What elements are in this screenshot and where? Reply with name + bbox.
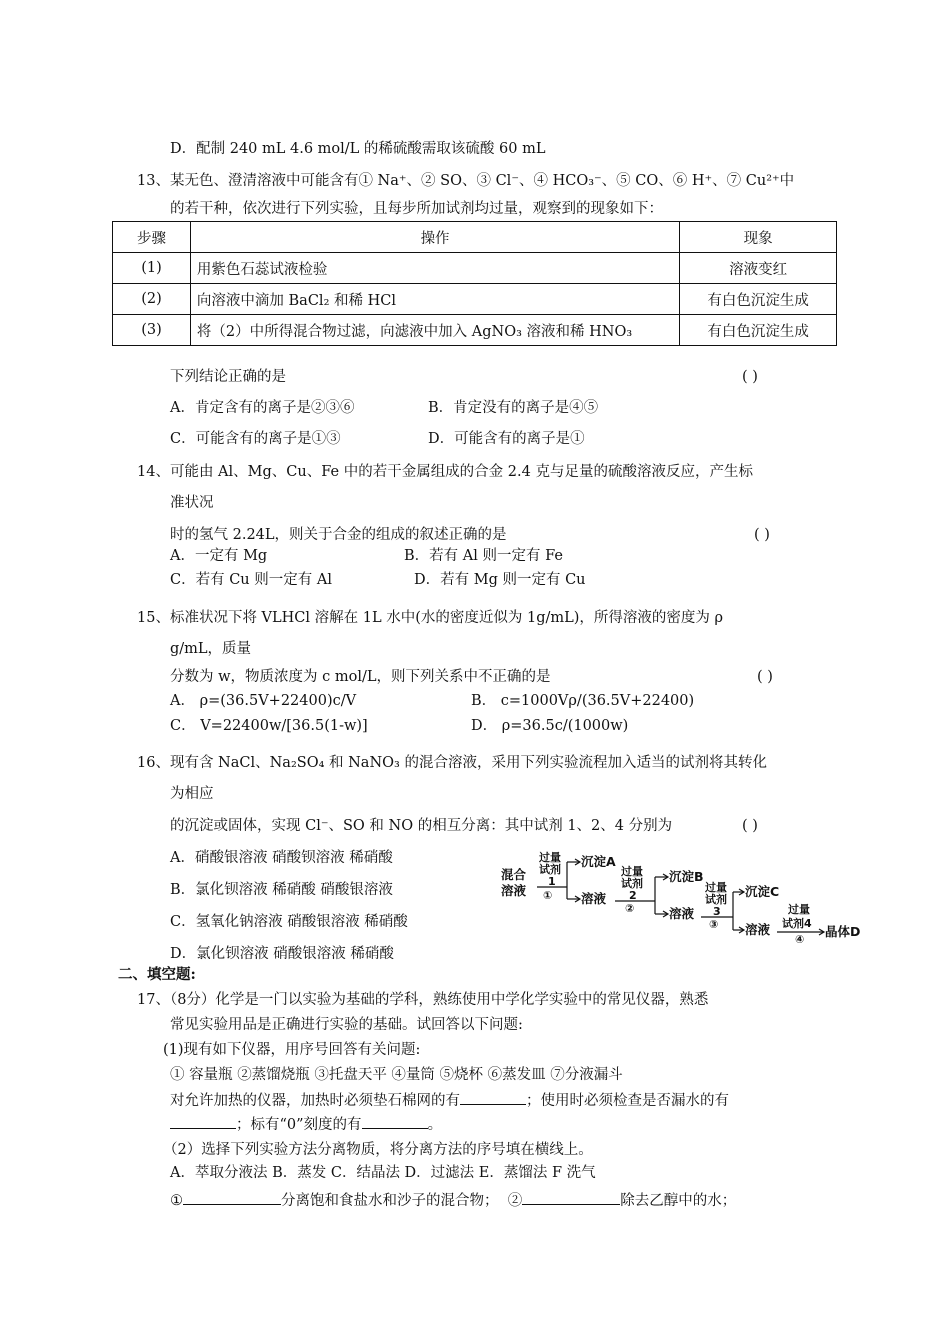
- q17-stem-line2: 常见实验用品是正确进行实验的基础。试回答以下问题:: [170, 1017, 523, 1033]
- q17-part1: (1)现有如下仪器，用序号回答有关问题:: [163, 1042, 421, 1058]
- q16-stem-line1: 16、现有含 NaCl、Na₂SO₄ 和 NaNO₃ 的混合溶液，采用下列实验流程加入适当的试剂将其转化: [137, 755, 767, 771]
- flow-r3b: 试剂: [705, 893, 727, 906]
- q13-answer-paren[interactable]: ( ): [742, 369, 758, 385]
- q13-stem-line2: 的若干种，依次进行下列实验，且每步所加试剂均过量，观察到的现象如下：: [170, 201, 663, 217]
- row-operation: 用紫色石蕊试液检验: [190, 253, 679, 284]
- blank-leak-check[interactable]: [170, 1114, 236, 1129]
- q16-option-a[interactable]: A．硝酸银溶液 硝酸钡溶液 稀硝酸: [170, 850, 393, 866]
- q12-option-d: D．配制 240 mL 4.6 mol/L 的稀硫酸需取该硫酸 60 mL: [170, 141, 546, 157]
- blank-zero-mark[interactable]: [362, 1114, 428, 1129]
- separation-flow-diagram: [495, 848, 875, 948]
- flow-r4a: 过量: [788, 903, 810, 916]
- flow-r1n: 1: [548, 875, 556, 888]
- flow-step4: ④: [795, 933, 805, 946]
- flow-sol-1: 溶液: [581, 891, 607, 906]
- table-row: [113, 284, 837, 315]
- row-step: (3): [113, 315, 191, 346]
- q13-option-d[interactable]: D．可能含有的离子是①: [428, 431, 585, 447]
- q16-answer-paren[interactable]: ( ): [742, 818, 758, 834]
- q15-stem-line1: 15、标准状况下将 VLHCl 溶解在 1L 水中(水的密度近似为 1g/mL)，所得溶液的密度为 ρ: [137, 610, 724, 626]
- flow-r2b: 试剂: [621, 877, 643, 890]
- q15-option-a[interactable]: A． ρ=(36.5V+22400)c/V: [170, 693, 357, 709]
- q15-stem-line2: g/mL，质量: [170, 641, 252, 657]
- q14-option-d[interactable]: D．若有 Mg 则一定有 Cu: [414, 572, 586, 588]
- q17-methods: A．萃取分液法 B．蒸发 C．结晶法 D．过滤法 E．蒸馏法 F 洗气: [170, 1165, 596, 1181]
- flow-ppt-b: 沉淀B: [669, 869, 704, 884]
- q17-fill2-text: 除去乙醇中的水；: [620, 1193, 737, 1209]
- q14-stem-line2: 准状况: [170, 495, 214, 511]
- q14-answer-paren[interactable]: ( ): [754, 527, 770, 543]
- q17-instruments: ① 容量瓶 ②蒸馏烧瓶 ③托盘天平 ④量筒 ⑤烧杯 ⑥蒸发皿 ⑦分液漏斗: [170, 1067, 623, 1083]
- blank-sand-saltwater[interactable]: [183, 1190, 281, 1205]
- flow-r4b: 试剂4: [782, 917, 812, 930]
- flow-r3a: 过量: [705, 881, 727, 894]
- q17-part2: （2）选择下列实验方法分离物质，将分离方法的序号填在横线上。: [163, 1142, 593, 1158]
- q15-option-b[interactable]: B． c=1000Vρ/(36.5V+22400): [471, 693, 695, 709]
- q16-option-c[interactable]: C．氢氧化钠溶液 硝酸银溶液 稀硝酸: [170, 914, 408, 930]
- q16-stem-line2: 为相应: [170, 786, 214, 802]
- q17-line1-text2: ；使用时必须检查是否漏水的有: [526, 1093, 729, 1109]
- q17-fill2-num: ②: [507, 1193, 523, 1209]
- flow-r3n: 3: [713, 905, 721, 918]
- row-step: (1): [113, 253, 191, 284]
- flow-step3: ③: [709, 918, 719, 931]
- q13-option-c[interactable]: C．可能含有的离子是①③: [170, 431, 341, 447]
- q15-answer-paren[interactable]: ( ): [757, 669, 773, 685]
- q16-option-b[interactable]: B．氯化钡溶液 稀硝酸 硝酸银溶液: [170, 882, 393, 898]
- row-operation: 将（2）中所得混合物过滤，向滤液中加入 AgNO₃ 溶液和稀 HNO₃: [190, 315, 679, 346]
- flow-mix-1: 混合: [501, 867, 527, 882]
- section-title: 二、填空题:: [118, 966, 196, 983]
- q14-option-a[interactable]: A．一定有 Mg: [170, 548, 268, 564]
- experiment-table: [112, 221, 837, 346]
- flow-sol-3: 溶液: [745, 922, 771, 937]
- flow-ppt-c: 沉淀C: [745, 884, 780, 899]
- row-step: (2): [113, 284, 191, 315]
- q17-stem-line1: 17、（8分）化学是一门以实验为基础的学科，熟练使用中学化学实验中的常见仪器，熟悉: [137, 992, 709, 1008]
- blank-heating-instruments[interactable]: [460, 1090, 526, 1105]
- blank-ethanol-water[interactable]: [522, 1190, 620, 1205]
- q17-line2-text: ；标有“0”刻度的有: [236, 1117, 362, 1133]
- row-phenomenon: 有白色沉淀生成: [680, 315, 837, 346]
- q13-ask: 下列结论正确的是: [170, 369, 286, 385]
- q14-option-c[interactable]: C．若有 Cu 则一定有 Al: [170, 572, 332, 588]
- q15-option-d[interactable]: D． ρ=36.5c/(1000w): [471, 718, 629, 734]
- flow-step1: ①: [543, 889, 553, 902]
- q17-fill1-text: 分离饱和食盐水和沙子的混合物；: [281, 1193, 499, 1209]
- flow-r1a: 过量: [539, 851, 561, 864]
- q14-stem-line1: 14、可能由 Al、Mg、Cu、Fe 中的若干金属组成的合金 2.4 克与足量的硫酸溶液反应，产生标: [137, 464, 753, 480]
- table-row: [113, 253, 837, 284]
- q16-option-d[interactable]: D．氯化钡溶液 硝酸银溶液 稀硝酸: [170, 946, 394, 962]
- flow-mix-2: 溶液: [501, 883, 527, 898]
- table-header-row: [113, 222, 837, 253]
- q13-stem-line1: 13、某无色、澄清溶液中可能含有① Na⁺、② SO、③ Cl⁻、④ HCO₃⁻、⑤ CO、⑥ H⁺、⑦ Cu²⁺中: [137, 173, 795, 189]
- flow-r2a: 过量: [621, 865, 643, 878]
- flow-ppt-a: 沉淀A: [581, 854, 616, 869]
- q15-option-c[interactable]: C． V=22400w/[36.5(1-w)]: [170, 718, 368, 734]
- q13-option-b[interactable]: B．肯定没有的离子是④⑤: [428, 400, 599, 416]
- table-row: [113, 315, 837, 346]
- flow-r2n: 2: [629, 889, 637, 902]
- flow-crystal-d: 晶体D: [825, 924, 861, 939]
- header-operation: 操作: [190, 222, 679, 253]
- flow-sol-2: 溶液: [669, 906, 695, 921]
- row-phenomenon: 有白色沉淀生成: [680, 284, 837, 315]
- q17-line2-end: 。: [427, 1117, 443, 1133]
- q17-line2: [170, 1114, 442, 1135]
- header-phenomenon: 现象: [680, 222, 837, 253]
- header-step: 步骤: [113, 222, 191, 253]
- q13-option-a[interactable]: A．肯定含有的离子是②③⑥: [170, 400, 355, 416]
- q17-line1: [170, 1090, 729, 1111]
- q17-fill1-num: ①: [170, 1193, 183, 1209]
- q14-option-b[interactable]: B．若有 Al 则一定有 Fe: [404, 548, 563, 564]
- flow-r1b: 试剂: [539, 863, 561, 876]
- row-phenomenon: 溶液变红: [680, 253, 837, 284]
- q17-fill-line: [170, 1190, 736, 1211]
- flow-step2: ②: [625, 902, 635, 915]
- q16-stem-line3: 的沉淀或固体，实现 Cl⁻、SO 和 NO 的相互分离：其中试剂 1、2、4 分别为: [170, 818, 673, 834]
- row-operation: 向溶液中滴加 BaCl₂ 和稀 HCl: [190, 284, 679, 315]
- q15-stem-line3: 分数为 w，物质浓度为 c mol/L，则下列关系中不正确的是: [170, 669, 551, 685]
- q17-line1-text: 对允许加热的仪器，加热时必须垫石棉网的有: [170, 1093, 460, 1109]
- q14-stem-line3: 时的氢气 2.24L，则关于合金的组成的叙述正确的是: [170, 527, 507, 543]
